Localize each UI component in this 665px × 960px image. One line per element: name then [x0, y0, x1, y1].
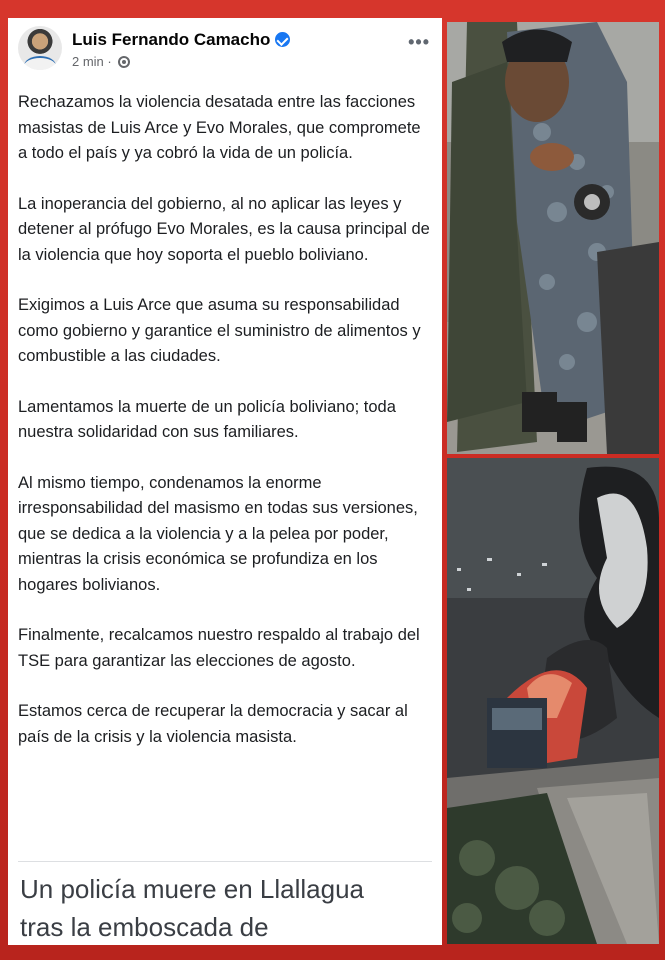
- headline-line: Un policía muere en Llallagua: [20, 874, 364, 904]
- post-paragraph: Al mismo tiempo, condenamos la enorme irresponsabilidad del masismo en todas sus versiones, que se dedica a la violencia y a la pelea por poder, mientras la crisis económica se profundiza en los hogares bolivianos.: [18, 473, 418, 594]
- facebook-post-card: [8, 18, 442, 945]
- post-paragraph: Lamentamos la muerte de un policía boliviano; toda nuestra solidaridad con sus familiares.: [18, 397, 396, 441]
- post-meta: [72, 54, 130, 69]
- author-name-row[interactable]: [72, 30, 290, 50]
- meta-separator: ·: [107, 54, 112, 69]
- post-timestamp[interactable]: 2 min: [72, 54, 104, 69]
- divider: [18, 861, 432, 862]
- more-options-icon[interactable]: •••: [408, 32, 430, 52]
- post-paragraph: Rechazamos la violencia desatada entre las facciones masistas de Luis Arce y Evo Morales, que compromete a todo el país y ya cobró la vida de un policía.: [18, 93, 421, 162]
- author-name[interactable]: Luis Fernando Camacho: [72, 30, 271, 49]
- verified-badge-icon: [275, 32, 290, 47]
- post-header: [18, 26, 432, 86]
- news-headline[interactable]: [20, 870, 432, 945]
- post-paragraph: Exigimos a Luis Arce que asuma su responsabilidad como gobierno y garantice el suministro de alimentos y combustible a las ciudades.: [18, 296, 421, 365]
- photo-burning-vehicle[interactable]: [447, 458, 659, 944]
- author-avatar[interactable]: [18, 26, 62, 70]
- post-paragraph: La inoperancia del gobierno, al no aplicar las leyes y detener al prófugo Evo Morales, es la causa principal de la violencia que hoy soporta el pueblo boliviano.: [18, 194, 430, 264]
- audience-icon[interactable]: [118, 56, 130, 68]
- headline-line: tras la emboscada de: [20, 912, 269, 942]
- post-paragraph: Estamos cerca de recuperar la democracia y sacar al país de la crisis y la violencia masista.: [18, 702, 408, 746]
- photo-police-officers[interactable]: [447, 22, 659, 454]
- post-text: [18, 90, 432, 775]
- post-paragraph: Finalmente, recalcamos nuestro respaldo al trabajo del TSE para garantizar las elecciones de agosto.: [18, 626, 420, 670]
